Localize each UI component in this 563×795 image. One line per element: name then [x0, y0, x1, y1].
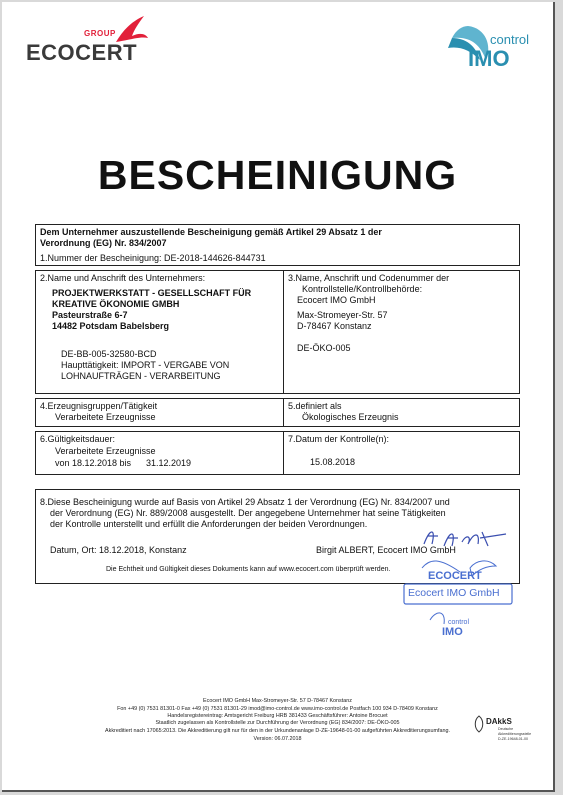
company-name-line-1: PROJEKTWERKSTATT - GESELLSCHAFT FÜR	[52, 288, 252, 298]
section-5-label: 5.definiert als	[288, 401, 342, 411]
control-body-street: Max-Stromeyer-Str. 57	[297, 310, 388, 320]
control-body-name: Ecocert IMO GmbH	[297, 295, 376, 305]
footer-line-6: Version: 06.07.2018	[253, 736, 302, 742]
main-activity-line-2: LOHNAUFTRÄGEN - VERARBEITUNG	[61, 371, 221, 381]
section-2-label: 2.Name und Anschrift des Unternehmers:	[40, 273, 206, 283]
verification-note: Die Echtheit und Gültigkeit dieses Dokuments kann auf www.ecocert.com überprüft werden.	[106, 566, 391, 573]
footer-line-1: Ecocert IMO GmbH Max-Stromeyer-Str. 57 D-78467 Konstanz	[203, 698, 352, 704]
page-title: BESCHEINIGUNG	[97, 152, 458, 198]
ecocert-group-text: GROUP	[84, 29, 116, 38]
handwritten-signature	[420, 524, 510, 552]
signatory-name: Birgit ALBERT, Ecocert IMO GmbH	[316, 545, 456, 555]
certificate-number: 1.Nummer der Bescheinigung: DE-2018-144626-844731	[40, 253, 266, 263]
company-code: DE-BB-005-32580-BCD	[61, 349, 157, 359]
company-name-line-2: KREATIVE ÖKONOMIE GMBH	[52, 299, 180, 309]
certificate-page	[2, 2, 555, 792]
ecocert-wordmark: ECOCERT	[26, 40, 138, 65]
dakks-sub-2: Akkreditierungsstelle	[498, 732, 532, 736]
product-group: Verarbeitete Erzeugnisse	[55, 412, 156, 422]
company-street: Pasteurstraße 6-7	[52, 310, 128, 320]
footer-line-4: Staatlich zugelassen als Kontrollstelle zur Durchführung der Verordnung (EG) 834/2007: DE-ÖKO-005	[155, 720, 400, 726]
validity-scope: Verarbeitete Erzeugnisse	[55, 446, 156, 456]
stamp-imo: IMO	[442, 626, 463, 638]
stamp-ecocert: ECOCERT	[428, 570, 482, 582]
section-8-line-1: 8.Diese Bescheinigung wurde auf Basis von Artikel 29 Absatz 1 der Verordnung (EG) Nr. 834/2007 und	[40, 497, 450, 507]
section-8-line-3: der Kontrolle unterstellt und erfüllt die Anforderungen der beiden Verordnungen.	[50, 519, 368, 529]
product-definition: Ökologisches Erzeugnis	[302, 412, 399, 422]
inspection-date: 15.08.2018	[310, 457, 356, 467]
validity-from: von 18.12.2018 bis	[55, 458, 132, 468]
imo-wordmark: IMO	[468, 46, 510, 71]
section-4-label: 4.Erzeugnisgruppen/Tätigkeit	[40, 401, 158, 411]
section-7-label: 7.Datum der Kontrolle(n):	[288, 434, 390, 444]
dakks-name: DAkkS	[486, 717, 512, 726]
company-city: 14482 Potsdam Babelsberg	[52, 321, 170, 331]
section-3-label-1: 3.Name, Anschrift und Codenummer der	[288, 273, 450, 283]
section-3-label-2: Kontrollstelle/Kontrollbehörde:	[302, 284, 423, 294]
dakks-sub-1: Deutsche	[498, 727, 514, 731]
dakks-sub-3: D-ZE-19648-01-00	[498, 737, 528, 741]
section-6-label: 6.Gültigkeitsdauer:	[40, 434, 116, 444]
imo-control-text: control	[490, 32, 530, 47]
section-8-line-2: der Verordnung (EG) Nr. 889/2008 ausgestellt. Der angegebene Unternehmer hat seine Tätigkeiten	[50, 508, 446, 518]
footer-line-2: Fon +49 (0) 7531 81301-0 Fax +49 (0) 7531 81301-29 imod@imo-control.de www.imo-control.de Postfach 100 934 D-78409 Konstanz	[117, 706, 438, 712]
main-activity-line-1: Haupttätigkeit: IMPORT - VERGABE VON	[61, 360, 230, 370]
date-place: Datum, Ort: 18.12.2018, Konstanz	[50, 545, 187, 555]
stamp-company: Ecocert IMO GmbH	[408, 587, 500, 599]
footer-line-3: Handelsregistereintrag: Amtsgericht Freiburg HRB 381433 Geschäftsführer: Antoine Brocuet	[167, 713, 388, 719]
validity-to: 31.12.2019	[146, 458, 192, 468]
stamp-control: control	[448, 619, 470, 626]
header-line-1: Dem Unternehmer auszustellende Bescheinigung gemäß Artikel 29 Absatz 1 der	[40, 227, 382, 237]
control-body-code: DE-ÖKO-005	[297, 343, 351, 353]
dakks-logo-icon	[472, 714, 486, 734]
header-line-2: Verordnung (EG) Nr. 834/2007	[40, 238, 167, 248]
control-body-city: D-78467 Konstanz	[297, 321, 372, 331]
footer-line-5: Akkreditiert nach 17065:2013. Die Akkreditierung gilt nur für den in der Urkundenanlage D-ZE-19648-01-00 aufgeführten Akkreditierungsumfang.	[105, 728, 450, 734]
